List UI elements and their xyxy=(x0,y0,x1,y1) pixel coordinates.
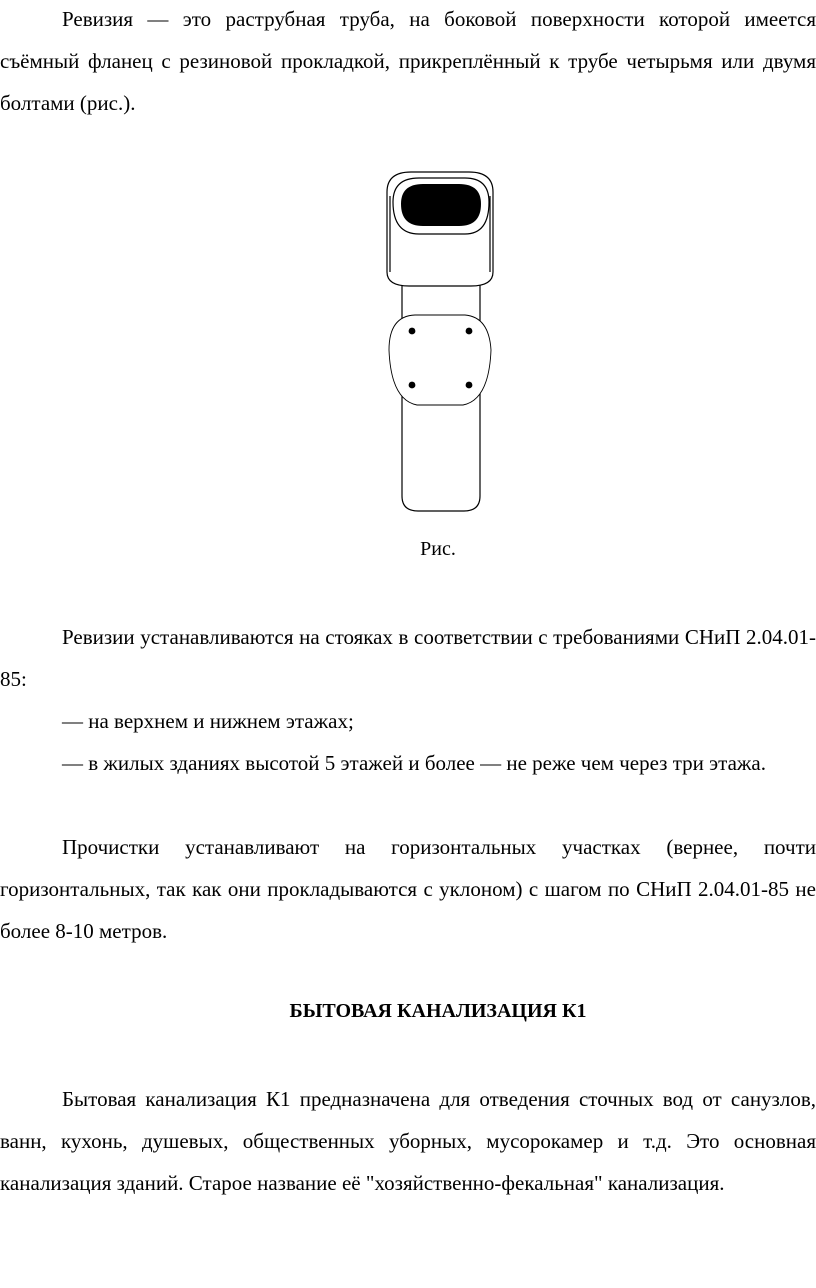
revision-cover-flange xyxy=(389,315,491,405)
bolt-bottom-left xyxy=(409,382,416,389)
section-heading: БЫТОВАЯ КАНАЛИЗАЦИЯ К1 xyxy=(289,1000,587,1022)
figure-caption: Рис. xyxy=(420,538,456,560)
list-item-residential-buildings: — в жилых зданиях высотой 5 этажей и более — не реже чем через три этажа. xyxy=(62,751,766,775)
bolt-top-right xyxy=(466,328,473,335)
bolt-top-left xyxy=(409,328,416,335)
paragraph-cleanouts: Прочистки устанавливают на горизонтальных участках (вернее, почти горизонтальных, так как они прокладываются с уклоном) с шагом по СНиП 2.04.01-85 не более 8-10 метров. xyxy=(0,835,816,943)
list-item-upper-lower-floors: — на верхнем и нижнем этажах; xyxy=(62,709,354,733)
paragraph-revision-definition: Ревизия — это раструбная труба, на боковой поверхности которой имеется съёмный фланец с резиновой прокладкой, прикреплённый к трубе четырьмя или двумя болтами (рис.). xyxy=(0,7,816,115)
paragraph-revision-installation: Ревизии устанавливаются на стояках в соответствии с требованиями СНиП 2.04.01-85: xyxy=(0,625,816,691)
pipe-opening xyxy=(401,184,481,226)
paragraph-domestic-sewer: Бытовая канализация К1 предназначена для отведения сточных вод от санузлов, ванн, кухонь, душевых, общественных уборных, мусорокамер и т.д. Это основная канализация зданий. Старое название её "хозяйственно-фекальная" канализация. xyxy=(0,1087,816,1195)
revision-pipe-drawing xyxy=(375,168,505,518)
bolt-bottom-right xyxy=(466,382,473,389)
revision-pipe-figure xyxy=(375,168,505,518)
